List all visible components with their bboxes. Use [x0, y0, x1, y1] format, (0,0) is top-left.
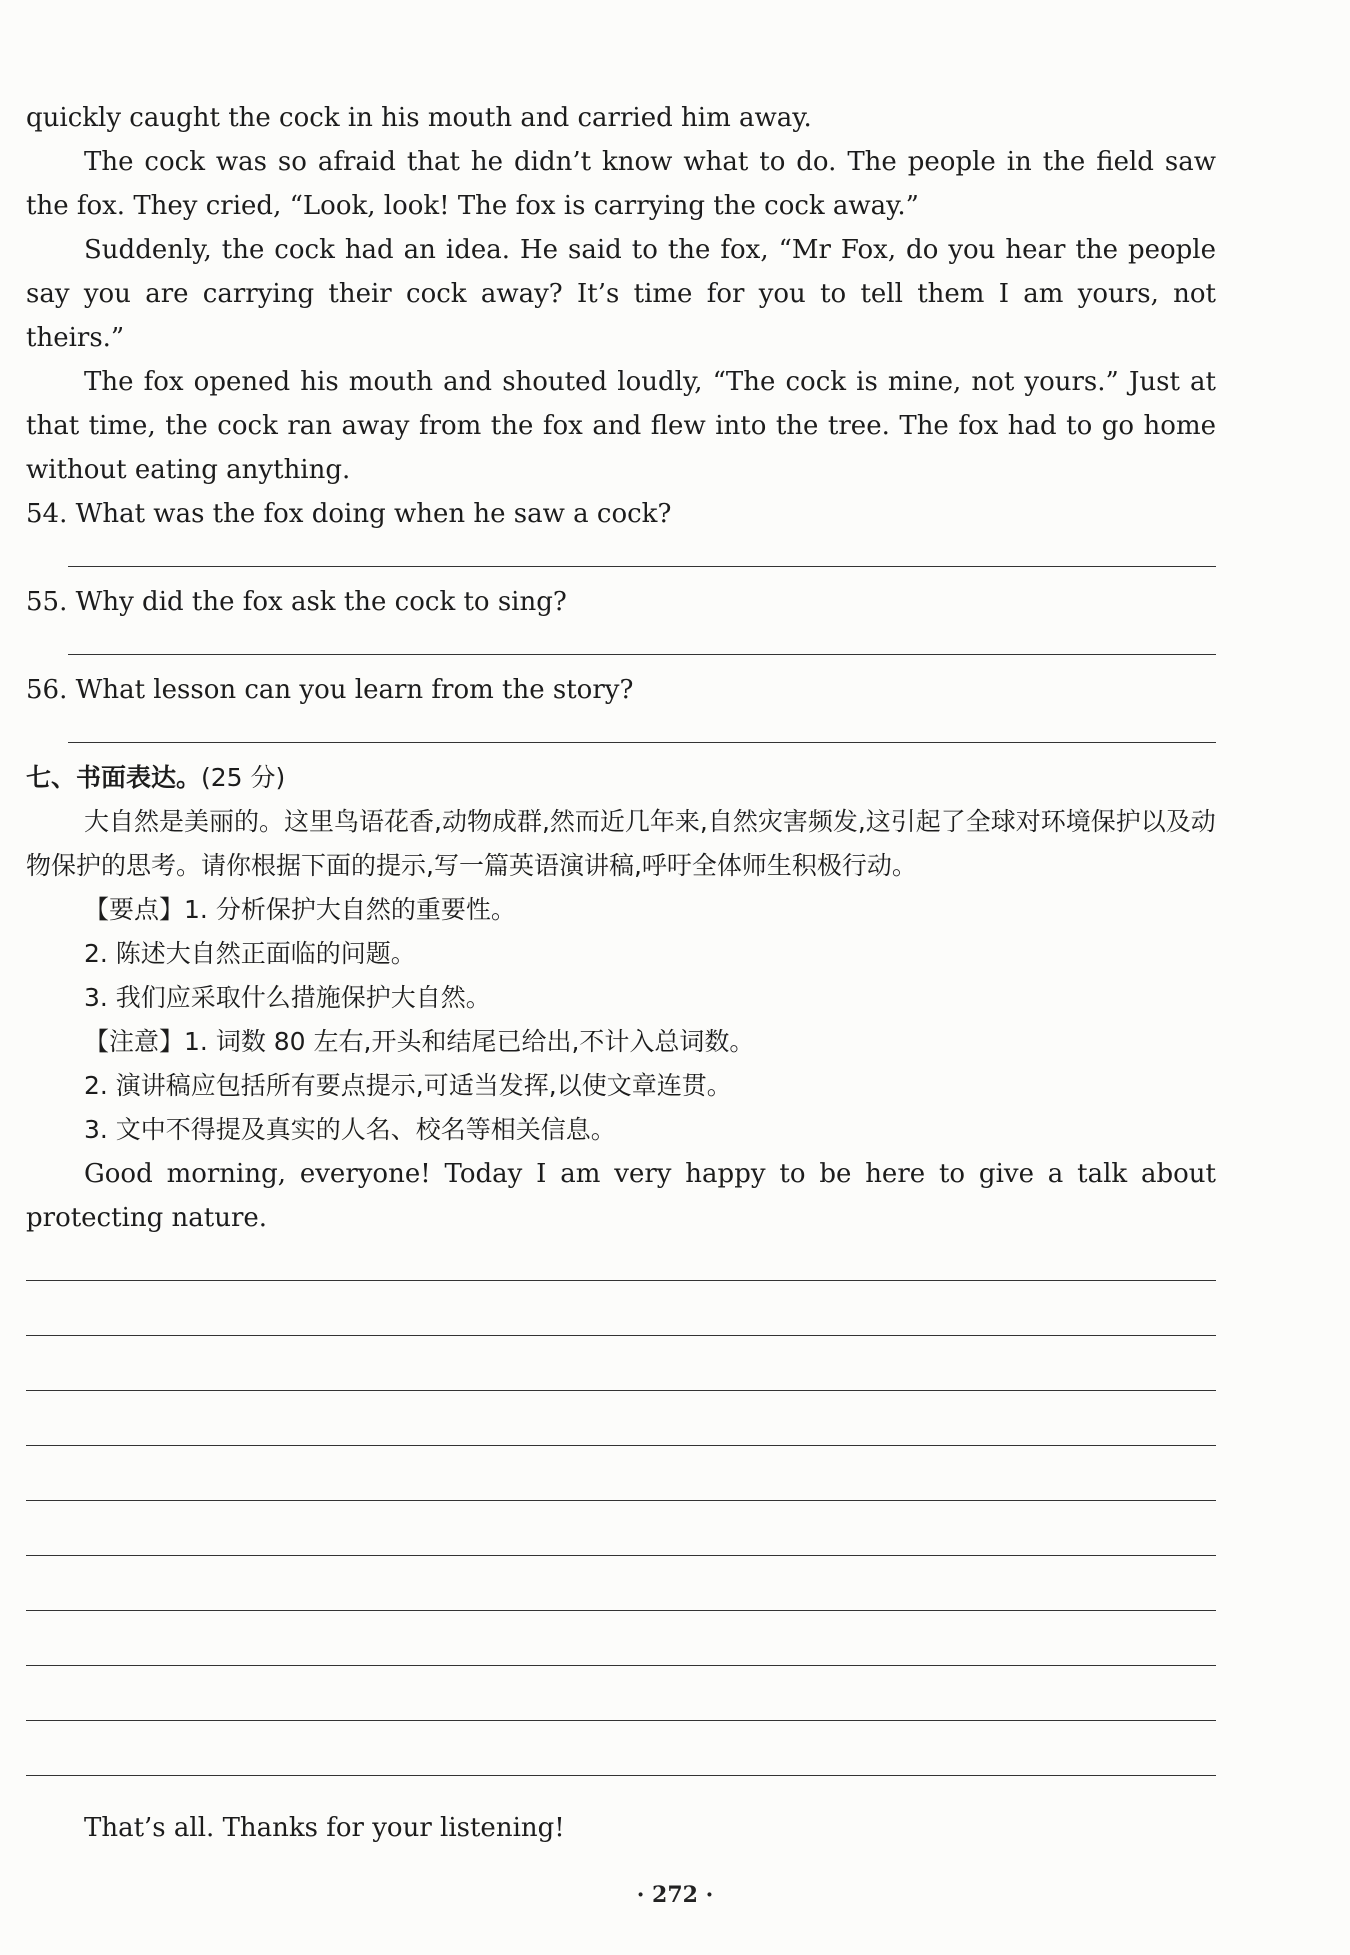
notes-item-3: 3. 文中不得提及真实的人名、校名等相关信息。	[84, 1115, 616, 1144]
notes-label: 【注意】	[84, 1027, 185, 1056]
writing-line[interactable]	[26, 1254, 1216, 1309]
points-item-2: 2. 陈述大自然正面临的问题。	[84, 939, 416, 968]
notes-text: 1. 词数 80 左右,开头和结尾已给出,不计入总词数。	[184, 1027, 755, 1056]
question-54	[26, 492, 1216, 580]
question-number: 54.	[26, 499, 68, 529]
notes-item-1	[26, 1020, 1216, 1064]
answer-line-54[interactable]	[26, 536, 1216, 580]
notes-item-2: 2. 演讲稿应包括所有要点提示,可适当发挥,以使文章连贯。	[84, 1071, 732, 1100]
writing-line[interactable]	[26, 1584, 1216, 1639]
section-heading: 七、书面表达。	[26, 763, 202, 792]
question-number: 55.	[26, 587, 68, 617]
question-text: Why did the fox ask the cock to sing?	[75, 587, 567, 617]
speech-opening: Good morning, everyone! Today I am very happy to be here to give a talk about protecting nature.	[26, 1159, 1216, 1233]
writing-line[interactable]	[26, 1474, 1216, 1529]
writing-line[interactable]	[26, 1419, 1216, 1474]
writing-line[interactable]	[26, 1694, 1216, 1749]
writing-area	[26, 1254, 1216, 1804]
page-content	[26, 96, 1216, 1850]
answer-line-56[interactable]	[26, 712, 1216, 756]
writing-intro: 大自然是美丽的。这里鸟语花香,动物成群,然而近几年来,自然灾害频发,这引起了全球对环境保护以及动物保护的思考。请你根据下面的提示,写一篇英语演讲稿,呼吁全体师生积极行动。	[26, 807, 1216, 880]
writing-line[interactable]	[26, 1309, 1216, 1364]
points-label: 【要点】	[84, 895, 185, 924]
page-number: · 272 ·	[636, 1882, 714, 1908]
question-56	[26, 668, 1216, 756]
question-text: What was the fox doing when he saw a cock?	[75, 499, 672, 529]
points-item-1	[26, 888, 1216, 932]
passage-paragraph-2: The cock was so afraid that he didn’t know what to do. The people in the field saw the fox. They cried, “Look, look! The fox is carrying the cock away.”	[26, 147, 1216, 221]
points-text: 1. 分析保护大自然的重要性。	[184, 895, 516, 924]
question-number: 56.	[26, 675, 68, 705]
speech-closing: That’s all. Thanks for your listening!	[84, 1813, 565, 1843]
writing-line[interactable]	[26, 1749, 1216, 1804]
question-55	[26, 580, 1216, 668]
writing-line[interactable]	[26, 1639, 1216, 1694]
passage-paragraph-1: quickly caught the cock in his mouth and carried him away.	[26, 103, 812, 133]
passage-paragraph-3: Suddenly, the cock had an idea. He said to the fox, “Mr Fox, do you hear the people say you are carrying their cock away? It’s time for you to tell them I am yours, not theirs.”	[26, 235, 1216, 353]
answer-line-55[interactable]	[26, 624, 1216, 668]
passage-paragraph-4: The fox opened his mouth and shouted loudly, “The cock is mine, not yours.” Just at that time, the cock ran away from the fox and flew into the tree. The fox had to go home without eating anything.	[26, 367, 1216, 485]
question-text: What lesson can you learn from the story?	[75, 675, 634, 705]
section-score: (25 分)	[201, 763, 286, 792]
writing-line[interactable]	[26, 1529, 1216, 1584]
points-item-3: 3. 我们应采取什么措施保护大自然。	[84, 983, 491, 1012]
writing-line[interactable]	[26, 1364, 1216, 1419]
writing-section-title	[26, 756, 1216, 800]
